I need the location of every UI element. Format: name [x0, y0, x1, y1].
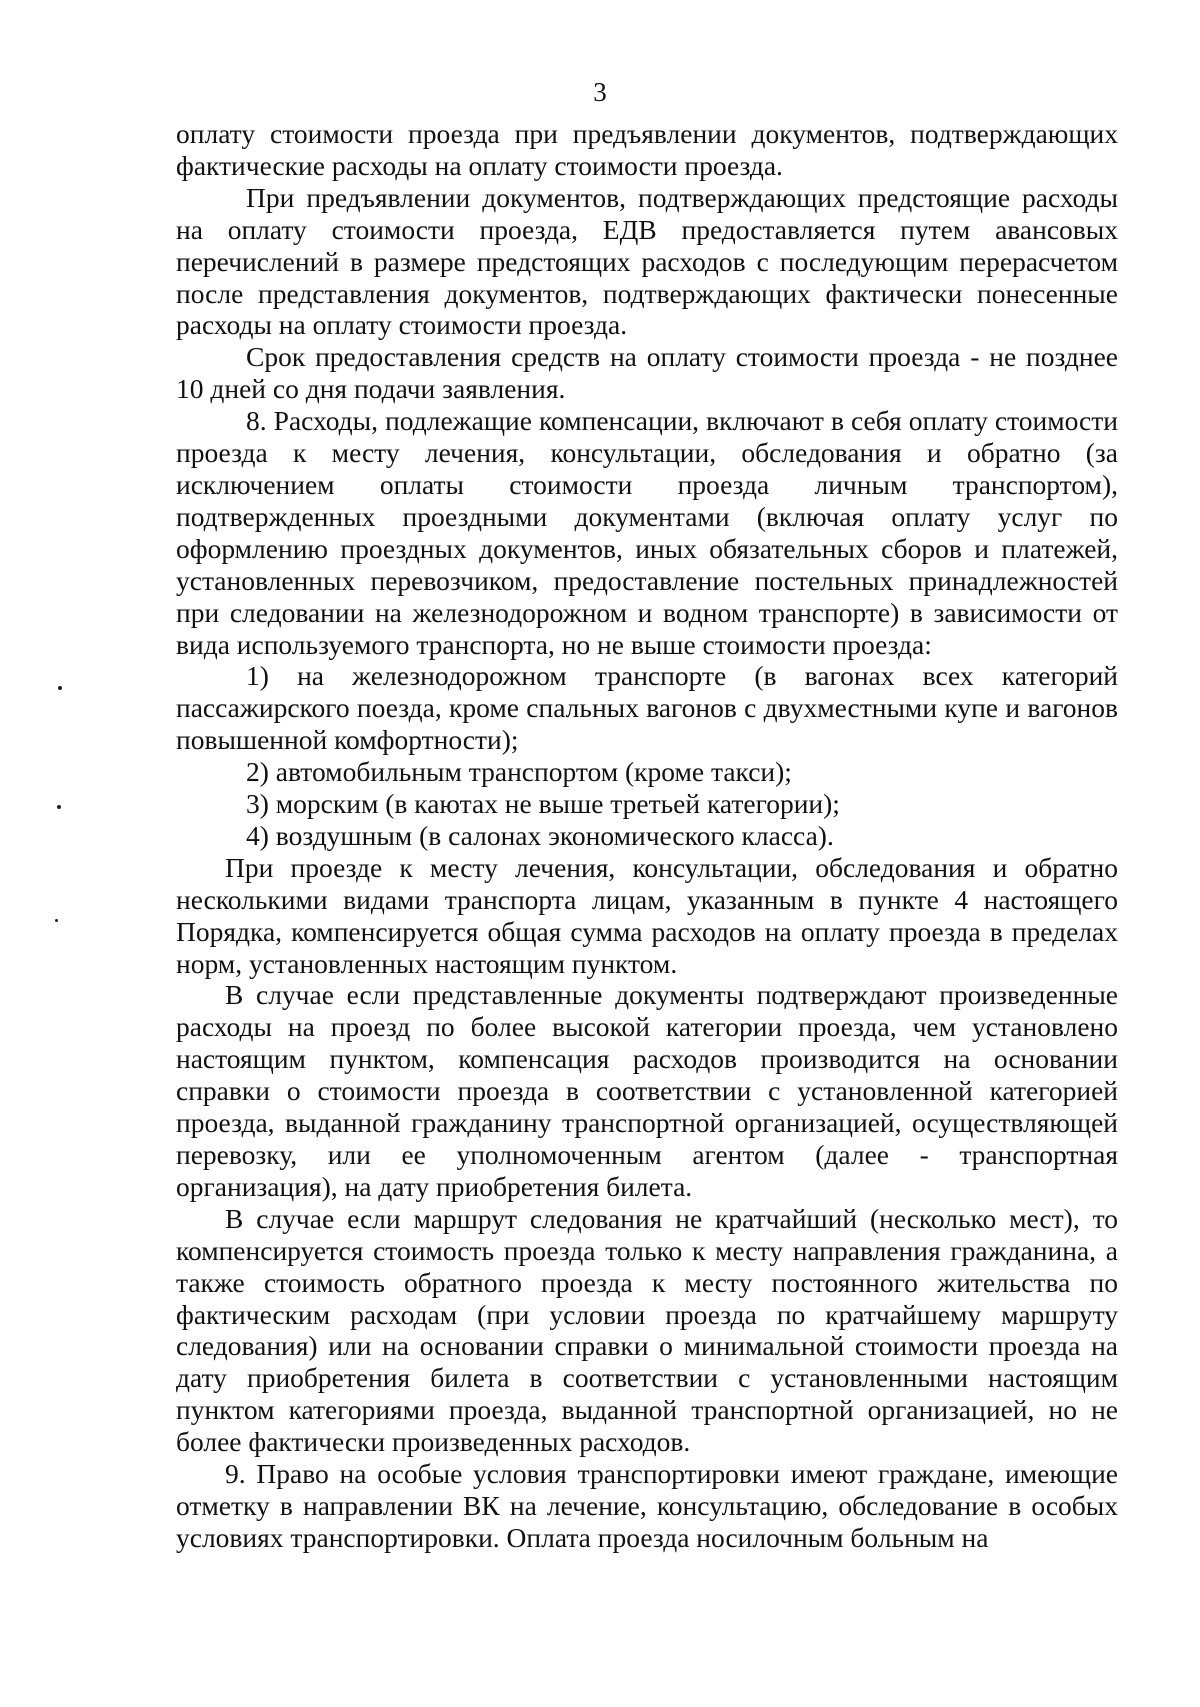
paragraph-advance-payment: При предъявлении документов, подтверждающих предстоящие расходы на оплату стоимости проезда, ЕДВ предоставляется путем авансовых перечислений в размере предстоящих расходов с последующим перерасчетом после представления документов, подтверждающих фактически понесенные расходы на оплату стоимости проезда. — [176, 181, 1118, 341]
paragraph-higher-category: В случае если представленные документы подтверждают произведенные расходы на проезд по более высокой категории проезда, чем установлено настоящим пунктом, компенсация расходов производится на основании справки о стоимости проезда в соответствии с установленной категорией проезда, выданной гражданину транспортной организацией, осуществляющей перевозку, или ее уполномоченным агентом (далее - транспортная организация), на дату приобретения билета. — [176, 979, 1118, 1202]
paragraph-payment-term: Срок предоставления средств на оплату стоимости проезда - не позднее 10 дней со дня подачи заявления. — [176, 341, 1118, 405]
list-item-automobile: 2) автомобильным транспортом (кроме такси); — [246, 756, 792, 788]
paragraph-route: В случае если маршрут следования не кратчайший (несколько мест), то компенсируется стоимость проезда только к месту направления гражданина, а также стоимость обратного проезда к месту постоянного жительства по фактическим расходам (при условии проезда по кратчайшему маршруту следования) или на основании справки о минимальной стоимости проезда на дату приобретения билета в соответствии с установленными настоящим пунктом категориями проезда, выданной транспортной организацией, но не более фактически произведенных расходов. — [176, 1202, 1118, 1458]
list-item-air: 4) воздушным (в салонах экономического класса). — [246, 819, 834, 851]
paragraph-section-8: 8. Расходы, подлежащие компенсации, включают в себя оплату стоимости проезда к месту лечения, консультации, обследования и обратно (за исключением оплаты стоимости проезда личным транспортом), подтвержденных проездными документами (включая оплату услуг по оформлению проездных документов, иных обязательных сборов и платежей, установленных перевозчиком, предоставление постельных принадлежностей при следовании на железнодорожном и водном транспорте) в зависимости от вида используемого транспорта, но не выше стоимости проезда: — [176, 405, 1118, 660]
paragraph-section-9: 9. Право на особые условия транспортировки имеют граждане, имеющие отметку в направлении ВК на лечение, консультацию, обследование в особых условиях транспортировки. Оплата проезда носилочным больным на — [176, 1458, 1118, 1553]
list-item-railway: 1) на железнодорожном транспорте (в вагонах всех категорий пассажирского поезда, кроме спальных вагонов с двухместными купе и вагонов повышенной комфортности); — [176, 660, 1118, 756]
scan-speck — [57, 805, 61, 809]
scan-speck — [55, 919, 58, 922]
scan-speck — [58, 686, 62, 690]
paragraph-continuation: оплату стоимости проезда при предъявлении документов, подтверждающих фактические расходы на оплату стоимости проезда. — [176, 118, 1118, 181]
list-item-sea: 3) морским (в каютах не выше третьей категории); — [246, 788, 840, 820]
page-number: 3 — [593, 77, 607, 107]
paragraph-multiple-transport: При проезде к месту лечения, консультации, обследования и обратно несколькими видами транспорта лицам, указанным в пункте 4 настоящего Порядка, компенсируется общая сумма расходов на оплату проезда в пределах норм, установленных настоящим пунктом. — [176, 851, 1118, 979]
document-body — [176, 118, 1118, 1554]
